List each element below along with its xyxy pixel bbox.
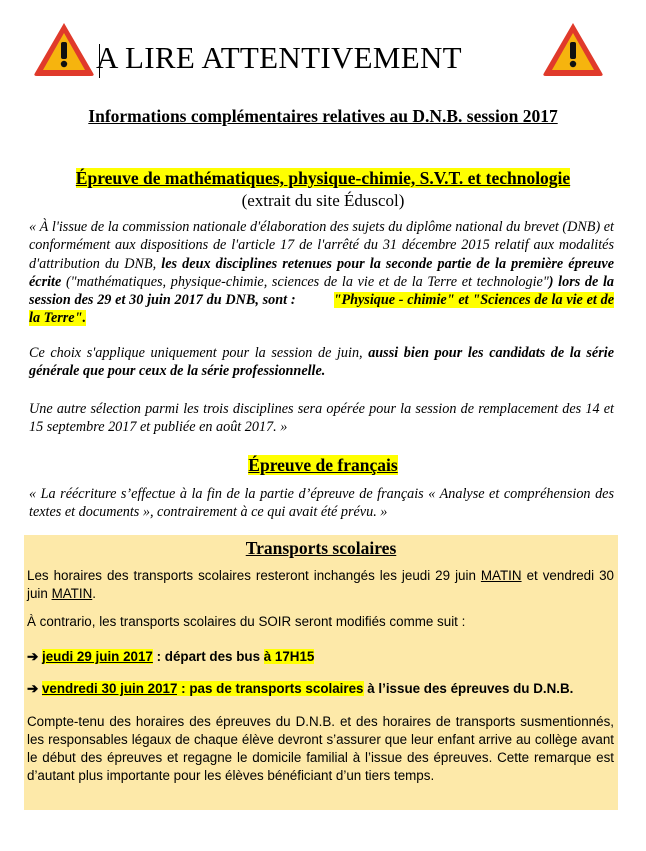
math-paragraph-3: Une autre sélection parmi les trois disciplines sera opérée pour la session de remplacement des 14 et 15 septembre 2017 et publiée en août 2017. » <box>29 401 614 436</box>
warning-triangle-icon <box>32 20 96 78</box>
arrow-right-icon: ➔ <box>27 649 39 664</box>
transport-heading: Transports scolaires <box>245 538 397 558</box>
transport-paragraph-3: Compte-tenu des horaires des épreuves du D.N.B. et des horaires de transports susmentionnés, les responsables légaux de chaque élève devront s’assurer que leur enfant arrive au collège avant le début des épreuves et regagne le domicile familial à l’issue des épreuves. Cette remarque est d’autant plus importante pour les élèves bénéficiant d’un tiers temps. <box>27 714 614 783</box>
transport-box <box>24 535 618 810</box>
transport-line-thursday: ➔ jeudi 29 juin 2017 : départ des bus à 17H15 <box>27 649 315 664</box>
transport-line-friday: ➔ vendredi 30 juin 2017 : pas de transports scolaires à l’issue des épreuves du D.N.B. <box>27 681 574 696</box>
math-heading: Épreuve de mathématiques, physique-chimie, S.V.T. et technologie <box>75 168 571 188</box>
warning-triangle-icon <box>541 20 605 78</box>
math-paragraph-1: « À l'issue de la commission nationale d'élaboration des sujets du diplôme national du brevet (DNB) et conformément aux dispositions de l'article 17 de l'arrêté du 31 décembre 2015 relatif aux modalités d'attribution du DNB, les deux disciplines retenues pour la seconde partie de la première épreuve écrite ("mathématiques, physique-chimie, sciences de la vie et de la Terre et technologie") lors de la session des 29 et 30 juin 2017 du DNB, sont : "Physique - chimie" et "Sciences de la vie et de la Terre". <box>29 219 614 327</box>
page-subtitle: Informations complémentaires relatives au D.N.B. session 2017 <box>88 106 558 126</box>
french-paragraph: « La réécriture s’effectue à la fin de la partie d’épreuve de français « Analyse et compréhension des textes et documents », contrairement à ce qui avait été prévu. » <box>29 486 614 521</box>
french-heading: Épreuve de français <box>248 455 398 475</box>
transport-paragraph-1: Les horaires des transports scolaires resteront inchangés les jeudi 29 juin MATIN et vendredi 30 juin MATIN. <box>27 568 614 601</box>
arrow-right-icon: ➔ <box>27 681 39 696</box>
page-title: A LIRE ATTENTIVEMENT <box>96 40 462 75</box>
transport-paragraph-2: À contrario, les transports scolaires du SOIR seront modifiés comme suit : <box>27 614 466 629</box>
math-paragraph-2: Ce choix s'applique uniquement pour la session de juin, aussi bien pour les candidats de la série générale que pour ceux de la série professionnelle. <box>29 345 614 380</box>
math-source: (extrait du site Éduscol) <box>241 191 405 210</box>
